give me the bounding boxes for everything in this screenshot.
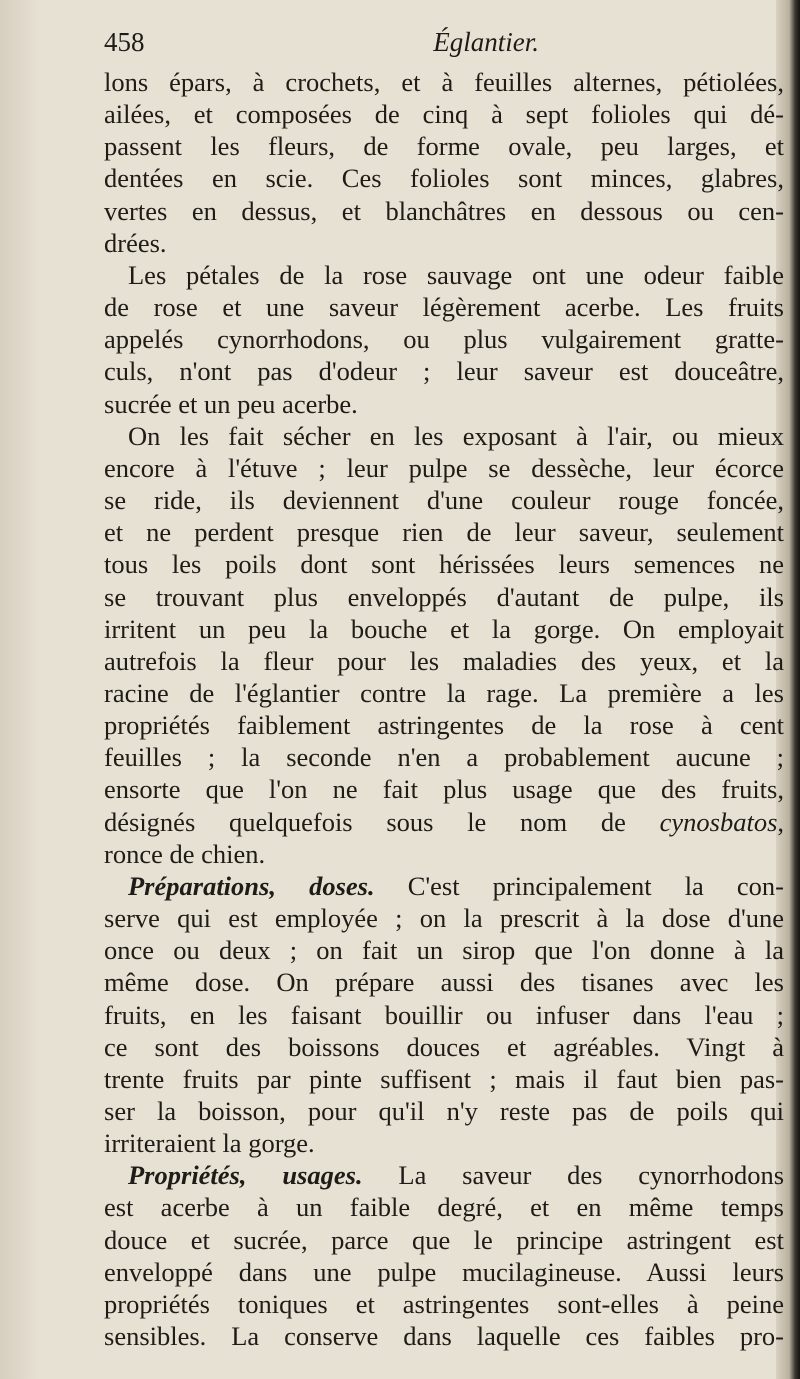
text-line: enveloppé dans une pulpe mucilagineuse. Aussi leurs bbox=[104, 1256, 784, 1287]
text-line: douce et sucrée, parce que le principe astringent est bbox=[104, 1224, 784, 1255]
text-line: passent les fleurs, de forme ovale, peu larges, et bbox=[104, 131, 784, 162]
text-line: est acerbe à un faible degré, et en même temps bbox=[104, 1192, 784, 1223]
text-fragment: La saveur des cynorrhodons bbox=[398, 1160, 785, 1191]
text-line: de rose et une saveur légèrement acerbe. Les fruits bbox=[104, 292, 784, 323]
section-heading-properties: Propriétés, usages. bbox=[128, 1160, 363, 1191]
text-line: trente fruits par pinte suffisent ; mais il faut bien pas- bbox=[104, 1063, 784, 1094]
text-line: feuilles ; la seconde n'en a probablement aucune ; bbox=[104, 742, 784, 773]
text-line: Les pétales de la rose sauvage ont une odeur faible bbox=[128, 259, 784, 290]
text-line: sucrée et un peu acerbe. bbox=[104, 388, 358, 419]
page-text bbox=[104, 26, 784, 1352]
paragraph-petals-fruits bbox=[104, 259, 784, 420]
text-line: racine de l'églantier contre la rage. La première a les bbox=[104, 677, 784, 708]
paragraph-properties bbox=[104, 1159, 784, 1352]
text-line: ailées, et composées de cinq à sept folioles qui dé- bbox=[104, 99, 784, 130]
latin-name: cynosbatos bbox=[659, 806, 778, 837]
text-line-with-heading bbox=[104, 1159, 784, 1191]
paragraph-drying bbox=[104, 420, 784, 870]
section-heading-preparations: Préparations, doses. bbox=[128, 870, 375, 901]
text-line: dentées en scie. Ces folioles sont minces, glabres, bbox=[104, 163, 784, 194]
text-line: propriétés faiblement astringentes de la rose à cent bbox=[104, 710, 784, 741]
page-gutter-shadow bbox=[0, 0, 40, 1379]
text-line: autrefois la fleur pour les maladies des yeux, et la bbox=[104, 645, 784, 676]
text-line: On les fait sécher en les exposant à l'air, ou mieux bbox=[128, 420, 784, 451]
text-line-with-latin-name bbox=[104, 806, 784, 838]
text-line: et ne perdent presque rien de leur saveur, seulement bbox=[104, 517, 784, 548]
text-line: once ou deux ; on fait un sirop que l'on donne à la bbox=[104, 935, 784, 966]
text-line: encore à l'étuve ; leur pulpe se dessèche, leur écorce bbox=[104, 452, 784, 483]
text-line: sensibles. La conserve dans laquelle ces faibles pro- bbox=[104, 1321, 784, 1352]
text-fragment: , bbox=[777, 806, 785, 837]
text-line: irritent un peu la bouche et la gorge. On employait bbox=[104, 613, 784, 644]
text-line: propriétés toniques et astringentes sont-elles à peine bbox=[104, 1288, 784, 1319]
text-line-with-heading bbox=[104, 870, 784, 902]
text-line: culs, n'ont pas d'odeur ; leur saveur est douceâtre, bbox=[104, 356, 784, 387]
text-line: vertes en dessus, et blanchâtres en dessous ou cen- bbox=[104, 195, 784, 226]
running-title: Églantier. bbox=[433, 27, 539, 57]
paragraph-preparations bbox=[104, 870, 784, 1159]
text-line: ce sont des boissons douces et agréables. Vingt à bbox=[104, 1031, 784, 1062]
text-line: drées. bbox=[104, 227, 167, 258]
text-line: tous les poils dont sont hérissées leurs semences ne bbox=[104, 549, 784, 580]
text-line: même dose. On prépare aussi des tisanes avec les bbox=[104, 967, 784, 998]
text-line: fruits, en les faisant bouillir ou infuser dans l'eau ; bbox=[104, 999, 784, 1030]
text-line: irriteraient la gorge. bbox=[104, 1128, 315, 1159]
page-number: 458 bbox=[104, 27, 145, 57]
running-header bbox=[104, 26, 784, 60]
text-line: serve qui est employée ; on la prescrit à la dose d'une bbox=[104, 903, 784, 934]
paragraph-description bbox=[104, 66, 784, 259]
text-line: ser la boisson, pour qu'il n'y reste pas de poils qui bbox=[104, 1096, 784, 1126]
text-line: se trouvant plus enveloppés d'autant de pulpe, ils bbox=[104, 581, 784, 612]
text-line: lons épars, à crochets, et à feuilles alternes, pétiolées, bbox=[104, 67, 784, 97]
text-line: se ride, ils deviennent d'une couleur rouge foncée, bbox=[104, 485, 784, 516]
text-line: ronce de chien. bbox=[104, 838, 266, 869]
text-fragment: C'est principalement la con- bbox=[407, 870, 784, 901]
text-line: ensorte que l'on ne fait plus usage que des fruits, bbox=[104, 774, 784, 805]
text-line: appelés cynorrhodons, ou plus vulgairement gratte- bbox=[104, 324, 784, 355]
text-fragment: désignés quelquefois sous le nom de bbox=[104, 806, 626, 837]
